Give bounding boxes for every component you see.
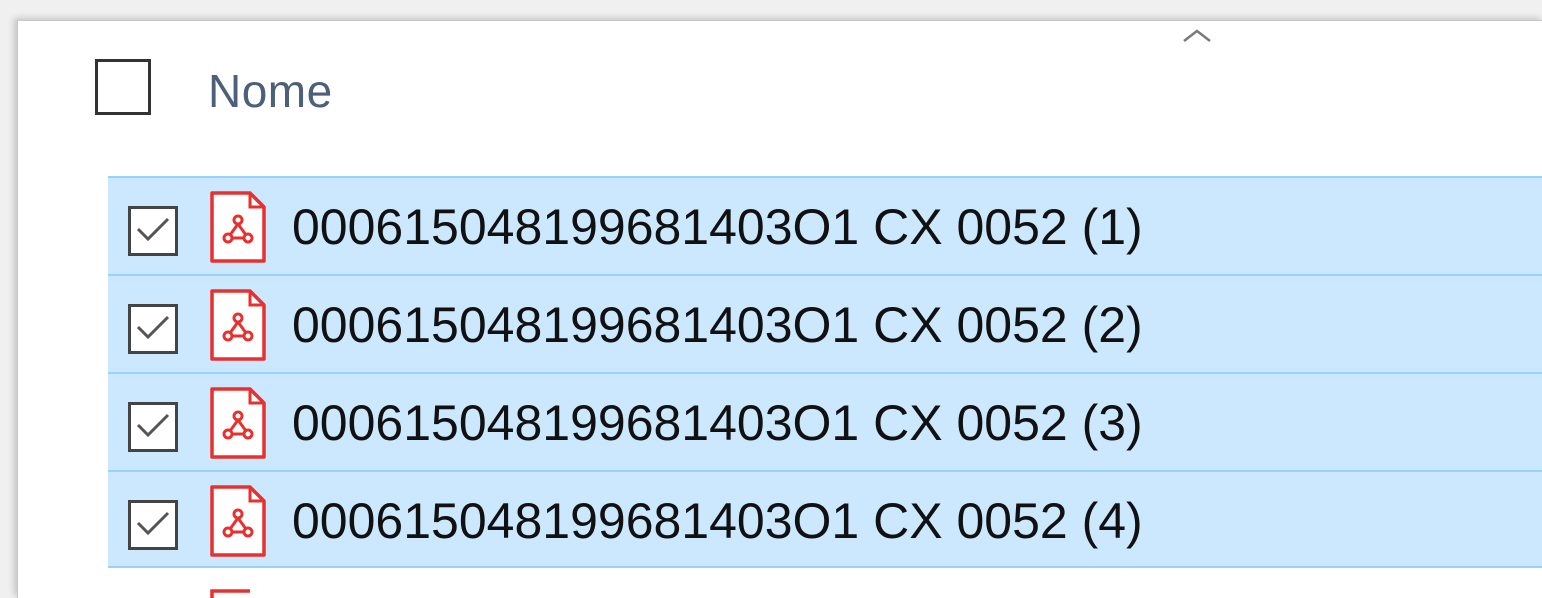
select-all-checkbox[interactable] <box>95 59 151 115</box>
file-name: 000615048199681403O1 CX 0052 (2) <box>292 297 1143 353</box>
column-header-name[interactable]: Nome <box>208 65 333 117</box>
file-list <box>108 176 1542 568</box>
column-header <box>18 21 1542 171</box>
pdf-icon <box>208 288 268 362</box>
file-row[interactable] <box>108 470 1542 568</box>
file-row[interactable] <box>108 372 1542 470</box>
row-checkbox-checked[interactable] <box>128 304 178 354</box>
file-name: 000615048199681403O1 CX 0052 (4) <box>292 493 1143 549</box>
file-row[interactable] <box>108 274 1542 372</box>
pdf-icon <box>208 386 268 460</box>
pdf-icon <box>208 484 268 558</box>
row-checkbox-checked[interactable] <box>128 206 178 256</box>
file-name: 000615048199681403O1 CX 0052 (1) <box>292 199 1143 255</box>
file-list-pane <box>17 20 1542 598</box>
row-checkbox-checked[interactable] <box>128 500 178 550</box>
file-name: 000615048199681403O1 CX 0052 (3) <box>292 395 1143 451</box>
row-checkbox-checked[interactable] <box>128 402 178 452</box>
pdf-icon <box>208 190 268 264</box>
file-row[interactable] <box>108 176 1542 274</box>
